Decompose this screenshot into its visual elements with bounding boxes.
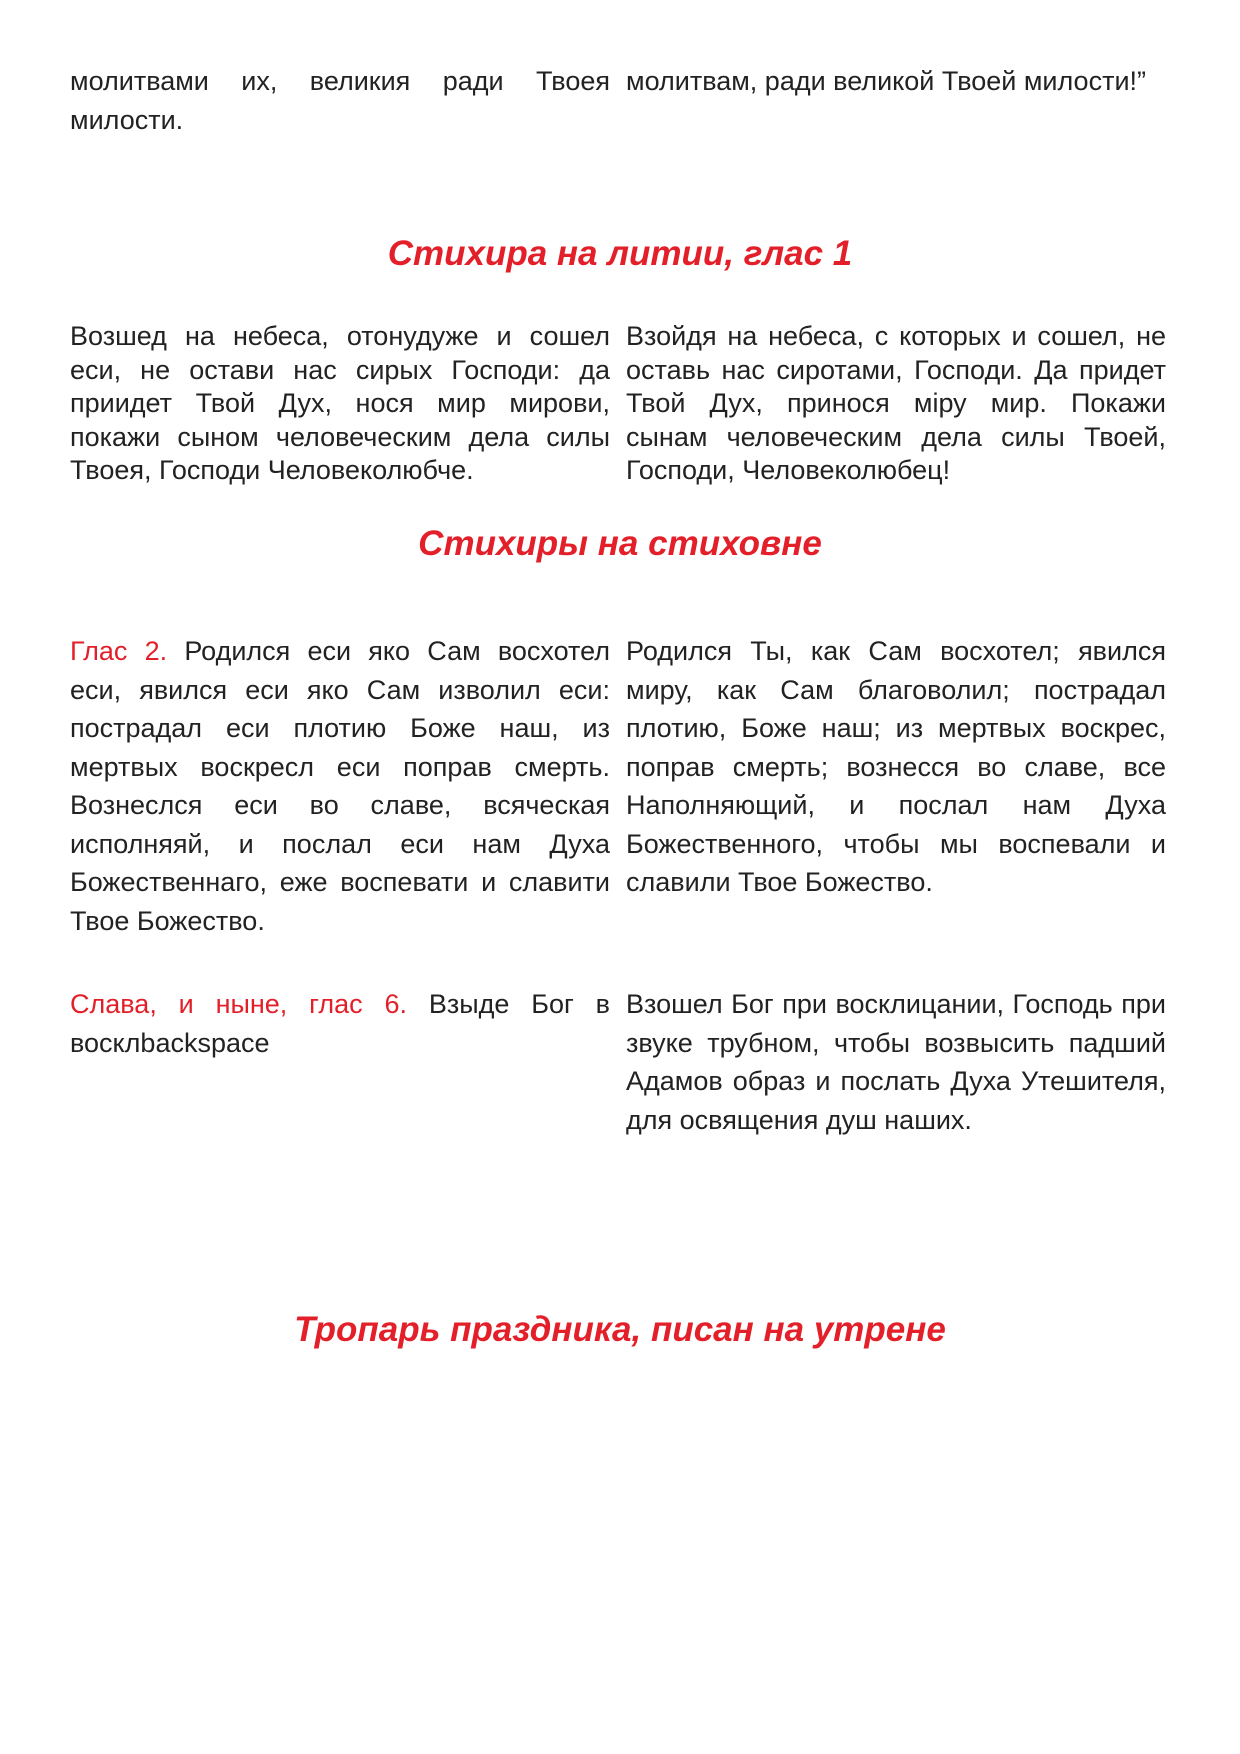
continuation-block bbox=[70, 62, 1166, 140]
glas2-slavonic-text bbox=[70, 632, 610, 940]
slava-stichera-block bbox=[70, 985, 1166, 1139]
tone-label-glas2: Глас 2. bbox=[70, 636, 168, 666]
litia-stichera-block bbox=[70, 320, 1166, 488]
glas2-russian-text: Родился Ты, как Сам восхотел; явился миру, как Сам благоволил; пострадал плотию, Боже наш; из мертвых воскрес, поправ смерть; вознесся во славе, все Наполняющий, и послал нам Духа Божественного, чтобы мы воспевали и славили Твое Божество. bbox=[626, 636, 1166, 897]
slavonic-text-continuation: молитвами их, великия ради Твоея милости. bbox=[70, 66, 610, 135]
heading-troparion: Тропарь праздника, писан на утрене bbox=[294, 1310, 946, 1349]
litia-slavonic-text: Возшед на небеса, отонудуже и сошел еси, не остави нас сирых Господи: да приидет Твой Дух, нося мир мирови, покажи сыном человеческим дела силы Твоея, Господи Человеколюбче. bbox=[70, 321, 610, 485]
tone-label-slava: Слава, и ныне, глас 6. bbox=[70, 989, 408, 1019]
slava-slavonic-body: Взыде Бог в восклbackspace bbox=[70, 989, 610, 1058]
heading-aposticha: Стихиры на стиховне bbox=[418, 524, 822, 563]
glas2-stichera-block bbox=[70, 632, 1166, 940]
glas2-slavonic-body: Родился еси яко Сам восхотел еси, явился еси яко Сам изволил еси: пострадал еси плотию Боже наш, из мертвых воскресл еси поправ смерть. Вознеслся еси во славе, всяческая исполняяй, и послал еси нам Духа Божественнаго, еже воспевати и славити Твое Божество. bbox=[70, 636, 610, 936]
russian-text-continuation: молитвам, ради великой Твоей милости!” bbox=[626, 66, 1147, 96]
litia-russian-text: Взойдя на небеса, с которых и сошел, не оставь нас сиротами, Господи. Да придет Твой Дух, принося міру мир. Покажи сынам человеческим дела силы Твоей, Господи, Человеколюбец! bbox=[626, 321, 1166, 485]
heading-litia: Стихира на литии, глас 1 bbox=[387, 234, 853, 273]
slava-slavonic-text bbox=[70, 985, 610, 1139]
slava-russian-text: Взошел Бог при восклицании, Господь при звуке трубном, чтобы возвысить падший Адамов образ и послать Духа Утешителя, для освящения душ наших. bbox=[626, 989, 1166, 1135]
